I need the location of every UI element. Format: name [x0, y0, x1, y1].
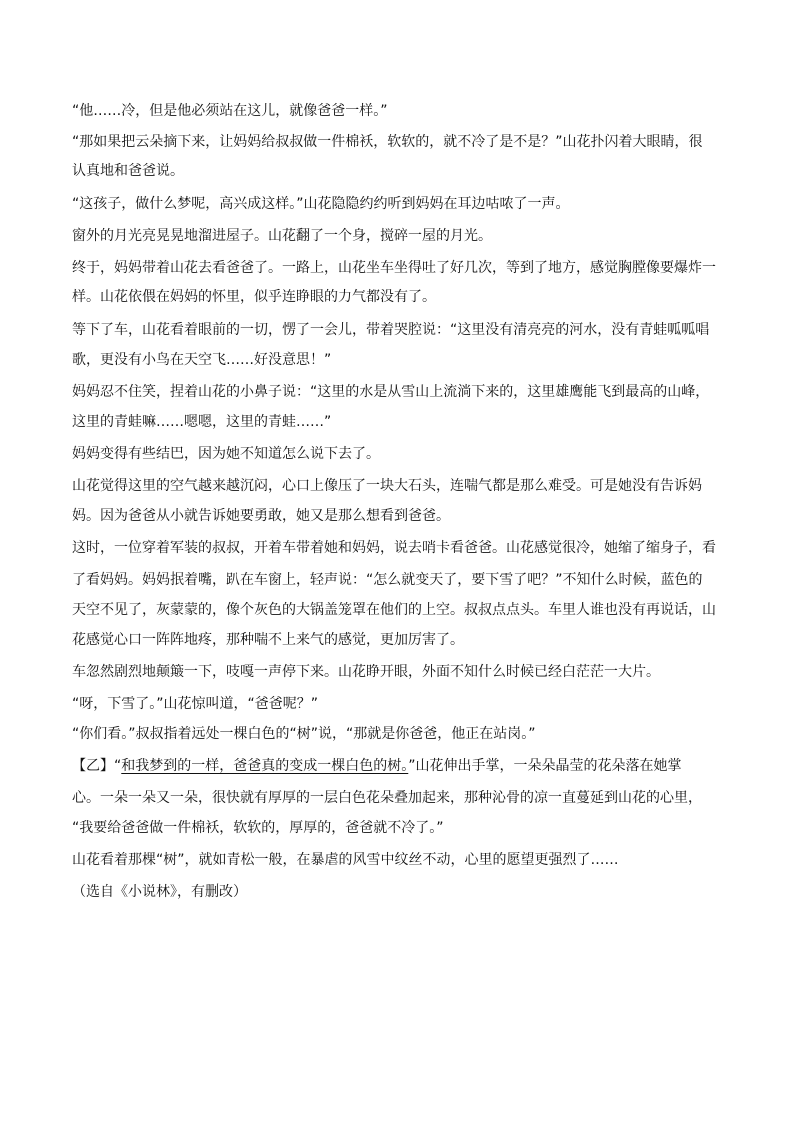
quote-open: “ [114, 758, 122, 774]
source-note: （选自《小说林》，有删改） [72, 884, 247, 900]
paragraph-line: 了看妈妈。妈妈抿着嘴，趴在车窗上，轻声说：“怎么就变天了，要下雪了吧？”不知什么时候，蓝色的 [72, 572, 703, 588]
line-rest: ”山花伸出手掌，一朵朵晶莹的花朵落在她掌 [408, 758, 682, 774]
paragraph-line: “你们看。”叔叔指着远处一棵白色的“树”说，“那就是你爸爸，他正在站岗。” [72, 726, 536, 742]
paragraph-line: 天空不见了，灰蒙蒙的，像个灰色的大锅盖笼罩在他们的上空。叔叔点点头。车里人谁也没有再说话，山 [72, 602, 716, 618]
paragraph-line: 妈妈变得有些结巴，因为她不知道怎么说下去了。 [72, 446, 380, 462]
paragraph-line: 歌，更没有小鸟在天空飞……好没意思！” [72, 352, 332, 368]
paragraph-line: 样。山花依偎在妈妈的怀里，似乎连睁眼的力气都没有了。 [72, 289, 436, 305]
paragraph-line: 终于，妈妈带着山花去看爸爸了。一路上，山花坐车坐得吐了好几次，等到了地方，感觉胸膛像要爆炸一 [72, 260, 716, 276]
paragraph-line: “那如果把云朵摘下来，让妈妈给叔叔做一件棉袄，软软的，就不冷了是不是？”山花扑闪着大眼睛，很 [72, 134, 703, 150]
paragraph-line: 认真地和爸爸说。 [72, 163, 184, 179]
paragraph-line: 心。一朵一朵又一朵，很快就有厚厚的一层白色花朵叠加起来，那种沁骨的凉一直蔓延到山花的心里， [72, 790, 702, 806]
paragraph-line: 花感觉心口一阵阵地疼，那种喘不上来气的感觉，更加厉害了。 [72, 632, 464, 648]
paragraph-line: “我要给爸爸做一件棉袄，软软的，厚厚的，爸爸就不冷了。” [72, 820, 444, 836]
paragraph-line: “呀，下雪了。”山花惊叫道，“爸爸呢？” [72, 696, 319, 712]
paragraph-line: 山花觉得这里的空气越来越沉闷，心口上像压了一块大石头，连喘气都是那么难受。可是她没有告诉妈 [72, 478, 702, 494]
paragraph-line: 这时，一位穿着军装的叔叔，开着车带着她和妈妈，说去哨卡看爸爸。山花感觉很冷，她缩了缩身子，看 [72, 540, 716, 556]
paragraph-line: 这里的青蛙嘛……嗯嗯，这里的青蛙……” [72, 414, 332, 430]
yi-section-line [72, 756, 682, 776]
paragraph-line: 妈妈忍不住笑，捏着山花的小鼻子说：“这里的水是从雪山上流淌下来的，这里雄鹰能飞到最高的山峰， [72, 384, 710, 400]
paragraph-line: “他……冷，但是他必须站在这儿，就像爸爸一样。” [72, 103, 388, 119]
underlined-sentence: 和我梦到的一样，爸爸真的变成一棵白色的树。 [121, 758, 409, 774]
paragraph-line: “这孩子，做什么梦呢，高兴成这样。”山花隐隐约约听到妈妈在耳边咕哝了一声。 [72, 196, 570, 212]
section-marker-yi: 【乙】 [72, 758, 114, 774]
paragraph-line: 窗外的月光亮晃晃地溜进屋子。山花翻了一个身，搅碎一屋的月光。 [72, 228, 492, 244]
paragraph-line: 车忽然剧烈地颠簸一下，吱嘎一声停下来。山花睁开眼，外面不知什么时候已经白茫茫一大片。 [72, 664, 660, 680]
paragraph-line: 等下了车，山花看着眼前的一切，愣了一会儿，带着哭腔说：“这里没有清亮亮的河水，没有青蛙呱呱唱 [72, 322, 710, 338]
paragraph-line: 妈。因为爸爸从小就告诉她要勇敢，她又是那么想看到爸爸。 [72, 508, 450, 524]
paragraph-line: 山花看着那棵“树”，就如青松一般，在暴虐的风雪中纹丝不动，心里的愿望更强烈了…… [72, 852, 619, 868]
